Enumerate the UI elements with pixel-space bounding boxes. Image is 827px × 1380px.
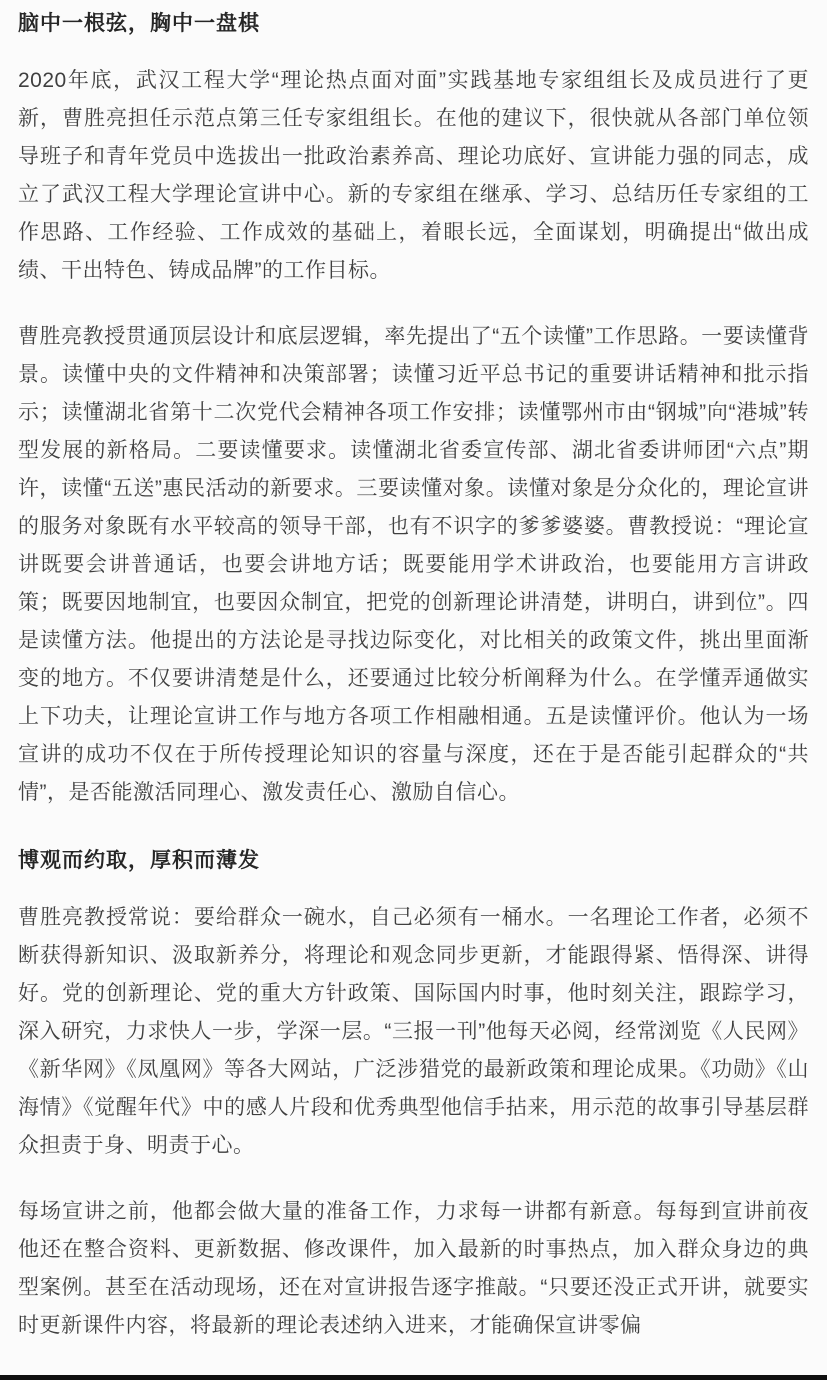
bottom-edge-bar: [0, 1375, 827, 1380]
paragraph-2: 曹胜亮教授贯通顶层设计和底层逻辑，率先提出了“五个读懂”工作思路。一要读懂背景。读懂中央的文件精神和决策部署；读懂习近平总书记的重要讲话精神和批示指示；读懂湖北省第十二次党代会精神各项工作安排；读懂鄂州市由“钢城”向“港城”转型发展的新格局。二要读懂要求。读懂湖北省委宣传部、湖北省委讲师团“六点”期许，读懂“五送”惠民活动的新要求。三要读懂对象。读懂对象是分众化的，理论宣讲的服务对象既有水平较高的领导干部，也有不识字的爹爹婆婆。曹教授说：“理论宣讲既要会讲普通话，也要会讲地方话；既要能用学术讲政治，也要能用方言讲政策；既要因地制宜，也要因众制宜，把党的创新理论讲清楚，讲明白，讲到位”。四是读懂方法。他提出的方法论是寻找边际变化，对比相关的政策文件，挑出里面渐变的地方。不仅要讲清楚是什么，还要通过比较分析阐释为什么。在学懂弄通做实上下功夫，让理论宣讲工作与地方各项工作相融相通。五是读懂评价。他认为一场宣讲的成功不仅在于所传授理论知识的容量与深度，还在于是否能引起群众的“共情”，是否能激活同理心、激发责任心、激励自信心。: [18, 325, 809, 804]
paragraph-3: 曹胜亮教授常说：要给群众一碗水，自己必须有一桶水。一名理论工作者，必须不断获得新知识、汲取新养分，将理论和观念同步更新，才能跟得紧、悟得深、讲得好。党的创新理论、党的重大方针政策、国际国内时事，他时刻关注，跟踪学习，深入研究，力求快人一步，学深一层。“三报一刊”他每天必阅，经常浏览《人民网》《新华网》《凤凰网》等各大网站，广泛涉猎党的最新政策和理论成果。《功勋》《山海情》《觉醒年代》中的感人片段和优秀典型他信手拈来，用示范的故事引导基层群众担责于身、明责于心。: [18, 906, 809, 1157]
section-heading-1: 脑中一根弦，胸中一盘棋: [18, 12, 260, 35]
section-heading-2: 博观而约取，厚积而薄发: [18, 849, 260, 872]
paragraph-4: 每场宣讲之前，他都会做大量的准备工作，力求每一讲都有新意。每每到宣讲前夜他还在整合资料、更新数据、修改课件，加入最新的时事热点，加入群众身边的典型案例。甚至在活动现场，还在对宣讲报告逐字推敲。“只要还没正式开讲，就要实时更新课件内容，将最新的理论表述纳入进来，才能确保宣讲零偏: [18, 1200, 809, 1337]
paragraph-1: 2020年底，武汉工程大学“理论热点面对面”实践基地专家组组长及成员进行了更新，曹胜亮担任示范点第三任专家组组长。在他的建议下，很快就从各部门单位领导班子和青年党员中选拔出一批政治素养高、理论功底好、宣讲能力强的同志，成立了武汉工程大学理论宣讲中心。新的专家组在继承、学习、总结历任专家组的工作思路、工作经验、工作成效的基础上，着眼长远，全面谋划，明确提出“做出成绩、干出特色、铸成品牌”的工作目标。: [18, 69, 809, 282]
